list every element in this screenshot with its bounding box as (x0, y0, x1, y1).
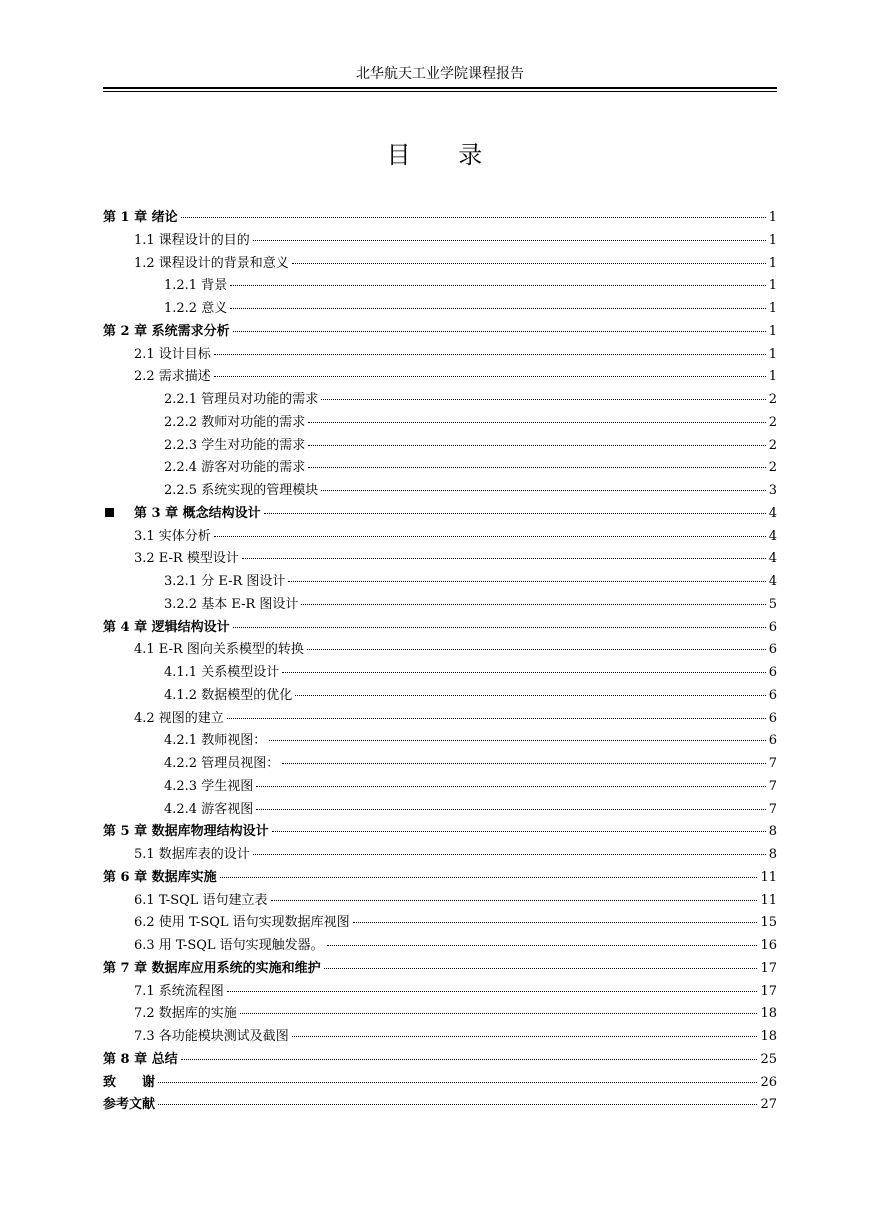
toc-entry[interactable] (103, 548, 777, 571)
table-of-contents (103, 207, 777, 1117)
toc-entry[interactable] (103, 1026, 777, 1049)
toc-entry-label: 7.1 系统流程图 (134, 983, 224, 999)
toc-entry-page-number: 8 (768, 824, 777, 840)
toc-entry-label: 2.2.2 教师对功能的需求 (164, 414, 306, 430)
dot-leader (321, 490, 766, 491)
toc-entry-label: 7.2 数据库的实施 (134, 1006, 237, 1022)
toc-entry-label: 第 2 章 系统需求分析 (103, 323, 230, 339)
header-rule-thin (103, 91, 777, 92)
toc-entry[interactable] (103, 457, 777, 480)
toc-entry-label: 7.3 各功能模块测试及截图 (134, 1029, 289, 1044)
toc-entry[interactable] (103, 867, 777, 890)
toc-entry[interactable] (103, 275, 777, 298)
dot-leader (181, 1059, 758, 1060)
toc-entry-label: 3.2.2 基本 E-R 图设计 (164, 596, 299, 612)
toc-entry-page-number: 2 (768, 437, 777, 453)
dot-leader (269, 740, 766, 741)
toc-entry-label: 2.2 需求描述 (134, 369, 211, 385)
dot-leader (253, 240, 766, 241)
toc-entry-page-number: 25 (760, 1051, 777, 1067)
dot-leader (253, 854, 766, 855)
toc-entry[interactable] (103, 1003, 777, 1026)
toc-entry[interactable] (103, 571, 777, 594)
dot-leader (288, 581, 765, 582)
toc-entry[interactable] (103, 1049, 777, 1072)
toc-entry-page-number: 7 (768, 756, 777, 771)
dot-leader (308, 422, 766, 423)
dot-leader (227, 718, 766, 719)
page-header: 北华航天工业学院课程报告 (356, 66, 524, 82)
toc-entry-page-number: 4 (768, 551, 777, 567)
toc-entry[interactable] (103, 639, 777, 662)
toc-entry[interactable] (103, 981, 777, 1004)
toc-entry-page-number: 6 (768, 619, 777, 635)
toc-entry[interactable] (103, 617, 777, 640)
toc-entry-page-number: 4 (768, 574, 777, 589)
toc-entry-page-number: 6 (768, 642, 777, 658)
toc-entry[interactable] (103, 685, 777, 708)
dot-leader (292, 263, 766, 264)
toc-entry-label: 6.1 T-SQL 语句建立表 (134, 892, 268, 908)
dot-leader (264, 513, 766, 514)
toc-entry-label: 3.2.1 分 E-R 图设计 (164, 574, 286, 589)
toc-entry[interactable] (103, 230, 777, 253)
toc-entry[interactable] (103, 821, 777, 844)
toc-entry-label: 1.2 课程设计的背景和意义 (134, 255, 289, 271)
dot-leader (233, 331, 766, 332)
toc-entry[interactable] (103, 776, 777, 799)
toc-entry-page-number: 3 (768, 483, 777, 498)
toc-entry[interactable] (103, 389, 777, 412)
toc-entry[interactable] (103, 1094, 777, 1117)
toc-entry[interactable] (103, 958, 777, 981)
toc-entry-label: 第 6 章 数据库实施 (103, 869, 217, 885)
toc-entry-page-number: 1 (768, 301, 777, 316)
toc-entry-label: 4.2 视图的建立 (134, 710, 224, 726)
toc-entry[interactable] (103, 526, 777, 549)
toc-entry-page-number: 18 (760, 1029, 777, 1044)
toc-entry-page-number: 7 (768, 801, 777, 817)
toc-entry[interactable] (103, 890, 777, 913)
toc-entry[interactable] (103, 503, 777, 526)
toc-entry[interactable] (103, 366, 777, 389)
toc-entry-label: 6.3 用 T-SQL 语句实现触发器。 (134, 938, 324, 953)
toc-entry[interactable] (103, 480, 777, 503)
dot-leader (256, 809, 766, 810)
dot-leader (271, 900, 758, 901)
toc-entry-label: 第 7 章 数据库应用系统的实施和维护 (103, 960, 321, 976)
toc-entry-label: 2.2.3 学生对功能的需求 (164, 437, 306, 453)
toc-entry-label: 1.2.1 背景 (164, 278, 228, 294)
dot-leader (308, 445, 766, 446)
toc-entry[interactable] (103, 412, 777, 435)
toc-entry[interactable] (103, 844, 777, 867)
dot-leader (227, 991, 758, 992)
toc-entry-label: 第 8 章 总结 (103, 1051, 178, 1067)
toc-entry-page-number: 2 (768, 392, 777, 407)
dot-leader (321, 399, 766, 400)
dot-leader (272, 831, 766, 832)
dot-leader (295, 695, 766, 696)
toc-entry-page-number: 5 (768, 596, 777, 612)
toc-entry-label: 4.2.4 游客视图 (164, 801, 254, 817)
toc-entry-label: 1.1 课程设计的目的 (134, 232, 250, 248)
dot-leader (230, 285, 766, 286)
toc-entry-label: 6.2 使用 T-SQL 语句实现数据库视图 (134, 915, 350, 931)
toc-entry[interactable] (103, 935, 777, 958)
toc-entry-page-number: 11 (760, 869, 777, 885)
square-bullet-icon (105, 508, 114, 517)
dot-leader (282, 672, 766, 673)
dot-leader (181, 217, 766, 218)
dot-leader (324, 968, 758, 969)
toc-entry-page-number: 11 (760, 892, 777, 908)
dot-leader (301, 604, 765, 605)
toc-entry-label: 第 5 章 数据库物理结构设计 (103, 824, 269, 840)
toc-entry-page-number: 17 (760, 983, 777, 999)
toc-entry[interactable] (103, 799, 777, 822)
toc-entry[interactable] (103, 321, 777, 344)
toc-entry-label: 第 1 章 绪论 (103, 210, 178, 225)
dot-leader (220, 877, 758, 878)
toc-entry-page-number: 1 (768, 323, 777, 339)
dot-leader (158, 1082, 757, 1083)
toc-entry-label: 3.1 实体分析 (134, 528, 211, 544)
dot-leader (214, 536, 766, 537)
toc-entry[interactable] (103, 435, 777, 458)
toc-entry-label: 2.2.5 系统实现的管理模块 (164, 483, 319, 498)
toc-entry-label: 4.1.2 数据模型的优化 (164, 687, 293, 703)
toc-entry-page-number: 6 (768, 733, 777, 749)
toc-entry-label: 1.2.2 意义 (164, 301, 228, 316)
toc-entry[interactable] (103, 344, 777, 367)
toc-entry-label: 参考文献 (103, 1097, 156, 1113)
toc-entry-page-number: 4 (768, 528, 777, 544)
toc-entry-label: 4.1.1 关系模型设计 (164, 665, 280, 680)
toc-title: 目 录 (386, 141, 503, 169)
toc-entry-page-number: 2 (768, 460, 777, 476)
toc-entry-label: 致 谢 (103, 1074, 156, 1090)
toc-entry[interactable] (103, 1072, 777, 1095)
toc-entry[interactable] (103, 594, 777, 617)
dot-leader (230, 308, 766, 309)
toc-entry-page-number: 15 (760, 915, 777, 931)
dot-leader (158, 1104, 757, 1105)
toc-entry-label: 第 3 章 概念结构设计 (134, 505, 261, 521)
dot-leader (353, 922, 758, 923)
dot-leader (308, 467, 766, 468)
toc-entry-page-number: 1 (768, 369, 777, 385)
toc-entry[interactable] (103, 253, 777, 276)
toc-entry-page-number: 8 (768, 847, 777, 862)
toc-entry-page-number: 1 (768, 278, 777, 294)
dot-leader (307, 649, 766, 650)
dot-leader (214, 376, 766, 377)
toc-entry[interactable] (103, 753, 777, 776)
toc-entry-label: 3.2 E-R 模型设计 (134, 551, 239, 567)
toc-entry-label: 4.2.1 教师视图： (164, 733, 267, 749)
toc-entry-label: 2.1 设计目标 (134, 346, 211, 362)
toc-entry-page-number: 2 (768, 414, 777, 430)
toc-entry-label: 4.1 E-R 图向关系模型的转换 (134, 642, 304, 658)
toc-entry-label: 2.2.4 游客对功能的需求 (164, 460, 306, 476)
toc-entry-label: 4.2.2 管理员视图： (164, 756, 280, 771)
toc-entry-page-number: 27 (760, 1097, 777, 1113)
toc-entry[interactable] (103, 708, 777, 731)
dot-leader (292, 1036, 758, 1037)
toc-entry-page-number: 6 (768, 710, 777, 726)
dot-leader (242, 558, 766, 559)
toc-entry[interactable] (103, 662, 777, 685)
toc-entry-label: 2.2.1 管理员对功能的需求 (164, 392, 319, 407)
toc-entry-page-number: 16 (760, 938, 777, 953)
toc-entry-label: 5.1 数据库表的设计 (134, 847, 250, 862)
toc-entry-page-number: 1 (768, 346, 777, 362)
toc-entry-page-number: 17 (760, 960, 777, 976)
dot-leader (282, 763, 766, 764)
toc-entry[interactable] (103, 912, 777, 935)
toc-entry-page-number: 6 (768, 687, 777, 703)
toc-entry-label: 4.2.3 学生视图 (164, 778, 254, 794)
toc-entry-page-number: 1 (768, 210, 777, 225)
toc-entry-label: 第 4 章 逻辑结构设计 (103, 619, 230, 635)
toc-entry[interactable] (103, 730, 777, 753)
dot-leader (233, 627, 766, 628)
toc-entry-page-number: 18 (760, 1006, 777, 1022)
toc-entry[interactable] (103, 207, 777, 230)
toc-entry-page-number: 1 (768, 232, 777, 248)
toc-entry-page-number: 6 (768, 665, 777, 680)
dot-leader (214, 354, 766, 355)
toc-entry-page-number: 7 (768, 778, 777, 794)
toc-entry-page-number: 1 (768, 255, 777, 271)
dot-leader (240, 1013, 758, 1014)
toc-entry-page-number: 26 (760, 1074, 777, 1090)
toc-entry[interactable] (103, 298, 777, 321)
toc-entry-page-number: 4 (768, 505, 777, 521)
dot-leader (256, 786, 766, 787)
header-rule-thick (103, 87, 777, 89)
dot-leader (327, 945, 758, 946)
